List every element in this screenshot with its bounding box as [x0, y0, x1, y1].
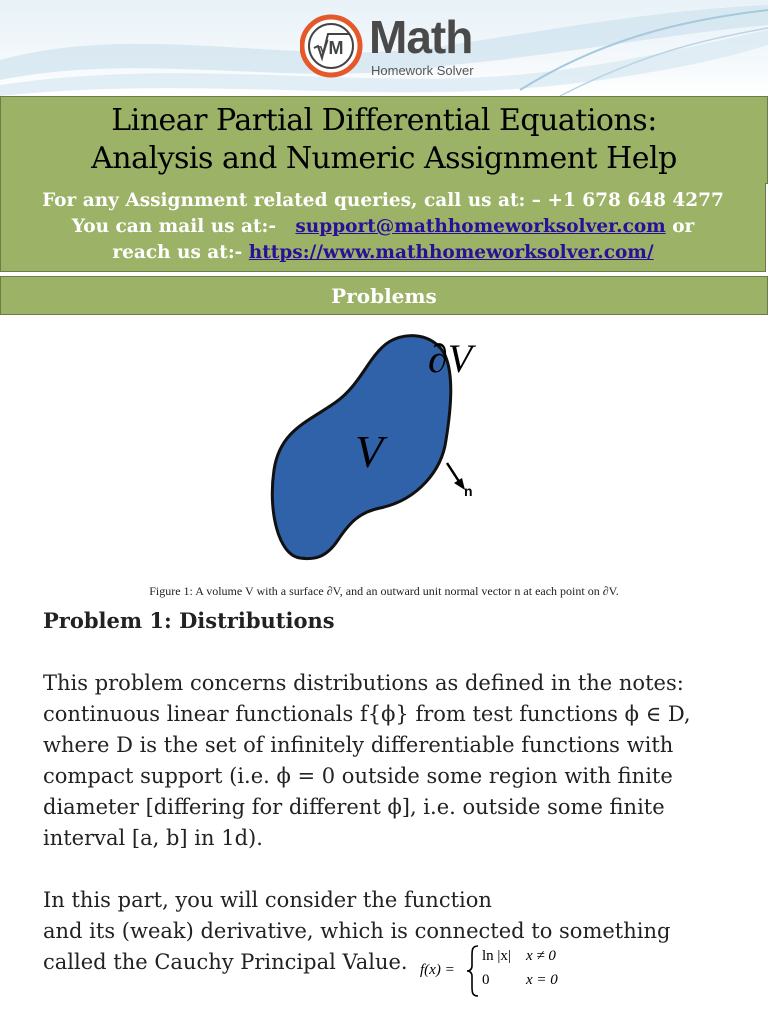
body-line: This problem concerns distributions as defined in the notes:: [43, 671, 684, 695]
title-box: [0, 96, 768, 184]
page-title-line-2: Analysis and Numeric Assignment Help: [91, 141, 677, 176]
problem-heading: Problem 1: Distributions: [43, 608, 335, 633]
section-label: Problems: [331, 283, 437, 308]
body-line: and its (weak) derivative, which is connected to something: [43, 919, 671, 943]
body-line: compact support (i.e. ϕ = 0 outside some region with finite: [43, 764, 673, 788]
problem-body: [43, 668, 743, 978]
body-line: In this part, you will consider the function: [43, 888, 492, 912]
email-suffix: or: [665, 216, 695, 237]
body-line: interval [a, b] in 1d).: [43, 826, 263, 850]
contact-box: [0, 183, 766, 272]
logo-title: Math: [369, 11, 473, 63]
figure-caption: Figure 1: A volume V with a surface ∂V, and an outward unit normal vector n at each point on ∂V.: [149, 584, 619, 598]
phone-line: For any Assignment related queries, call us at: – +1 678 648 4277: [42, 190, 724, 211]
volume-figure: [260, 330, 480, 565]
section-header: [0, 276, 768, 315]
logo-mark: √M: [318, 38, 344, 58]
formula-lhs: f(x) =: [420, 962, 455, 978]
header-banner: [0, 0, 768, 96]
email-line: [1, 214, 765, 240]
case1-condition: x ≠ 0: [526, 948, 556, 964]
case2-condition: x = 0: [526, 972, 558, 988]
body-line: called the Cauchy Principal Value.: [43, 950, 408, 974]
case1-value: ln |x|: [482, 948, 511, 964]
volume-label: V: [355, 426, 384, 477]
paragraph-gap: [43, 854, 743, 885]
page-title-line-1: Linear Partial Differential Equations:: [111, 103, 657, 138]
website-link[interactable]: https://www.mathhomeworksolver.com/: [248, 242, 654, 263]
formula-brace: [467, 946, 478, 996]
website-prefix: reach us at:-: [112, 242, 249, 263]
body-line: where D is the set of infinitely differentiable functions with: [43, 733, 674, 757]
normal-arrow: [447, 463, 460, 483]
case2-value: 0: [482, 972, 490, 988]
surface-label: ∂V: [428, 336, 473, 381]
logo-subtitle: Homework Solver: [371, 63, 474, 78]
normal-label: n: [464, 483, 473, 499]
piecewise-formula: [420, 940, 570, 1000]
email-prefix: You can mail us at:-: [71, 216, 296, 237]
body-line: continuous linear functionals f{ϕ} from test functions ϕ ∈ D,: [43, 702, 691, 726]
website-line: [1, 240, 765, 266]
body-line: diameter [differing for different ϕ], i.e. outside some finite: [43, 795, 665, 819]
email-link[interactable]: support@mathhomeworksolver.com: [295, 216, 666, 237]
